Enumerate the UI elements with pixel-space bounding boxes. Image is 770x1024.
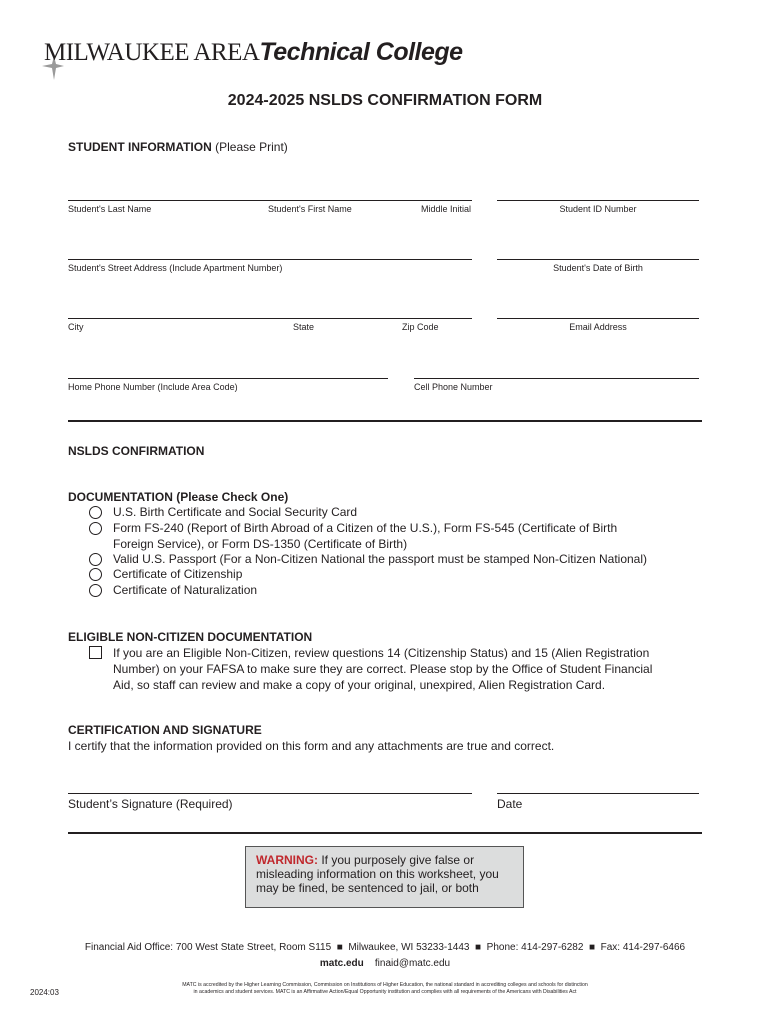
footer-bullet-3: ■ [586,942,598,953]
radio-naturalization[interactable] [89,584,102,597]
middle-initial-label: Middle Initial [421,204,472,214]
eligible-text [113,645,703,693]
option-citizenship: Certificate of Citizenship [113,567,243,581]
student-info-heading [68,140,288,154]
footer-bullet-1: ■ [333,942,346,953]
option-form-fs240: Form FS-240 (Report of Birth Abroad of a Citizen of the U.S.), Form FS-545 (Certificate of Birth [113,521,618,535]
eligible-line-3: Aid, so staff can review and make a copy of your original, unexpired, Alien Registration Card. [113,678,606,692]
college-logo [40,34,463,82]
eligible-heading: ELIGIBLE NON-CITIZEN DOCUMENTATION [68,630,313,644]
footer-fax: Fax: 414-297-6466 [600,942,686,953]
form-revision-code: 2024:03 [30,988,59,997]
footer-web [0,958,770,969]
email-label: Email Address [569,322,627,332]
student-id-field-line[interactable] [497,200,699,201]
accreditation-statement [160,982,610,996]
logo-wordmark [44,38,463,67]
accreditation-line-2: in academics and student services. MATC is an Affirmative Action/Equal Opportunity institution and complies with all requirements of the Americans with Disabilities Act [193,989,577,995]
warning-line-3: may be fined, be sentenced to jail, or both [256,881,479,895]
cell-phone-label: Cell Phone Number [414,382,493,392]
warning-line-2: misleading information on this worksheet, you [256,867,499,881]
footer-bullet-2: ■ [472,942,484,953]
radio-citizenship[interactable] [89,568,102,581]
date-of-birth-label: Student's Date of Birth [553,263,643,273]
street-address-field-line[interactable] [68,259,472,260]
warning-label: WARNING: [256,853,318,867]
name-field-line[interactable] [68,200,472,201]
signature-field-line[interactable] [68,793,472,794]
option-form-fs240-cont: Foreign Service), or Form DS-1350 (Certificate of Birth) [113,537,408,551]
footer-city: Milwaukee, WI 53233-1443 [348,942,470,953]
city-label: City [68,322,84,332]
accreditation-line-1: MATC is accredited by the Higher Learning Commission, Commission on Institutions of Higher Education, the national standard in accrediting colleges and schools for distinction [182,982,588,988]
email-field-line[interactable] [497,318,699,319]
warning-line-1: If you purposely give false or [321,853,475,867]
logo-part2: Technical College [259,38,463,66]
option-naturalization: Certificate of Naturalization [113,583,258,597]
footer-office: Financial Aid Office: 700 West State Street, Room S115 [84,942,332,953]
cell-phone-field-line[interactable] [414,378,699,379]
logo-part1: MILWAUKEE AREA [44,39,260,66]
eligible-checkbox[interactable] [89,646,102,659]
footer-contact [0,942,770,953]
eligible-line-2: Number) on your FAFSA to make sure they are correct. Please stop by the Office of Student Financial [113,662,653,676]
home-phone-label: Home Phone Number (Include Area Code) [68,382,238,392]
footer-divider [68,832,702,834]
first-name-label: Student's First Name [268,204,352,214]
nslds-heading: NSLDS CONFIRMATION [68,444,205,458]
radio-form-fs240[interactable] [89,522,102,535]
state-label: State [293,322,315,332]
warning-box [245,846,524,908]
footer-website-link[interactable]: matc.edu [319,958,364,969]
documentation-heading: DOCUMENTATION (Please Check One) [68,490,289,504]
option-birth-certificate: U.S. Birth Certificate and Social Security Card [113,505,358,519]
radio-birth-certificate[interactable] [89,506,102,519]
footer-email-link[interactable]: finaid@matc.edu [374,958,451,969]
date-field-line[interactable] [497,793,699,794]
student-info-heading-note: (Please Print) [215,140,288,154]
city-state-zip-field-line[interactable] [68,318,472,319]
section-divider [68,420,702,422]
option-passport: Valid U.S. Passport (For a Non-Citizen National the passport must be stamped Non-Citizen National) [113,552,648,566]
certification-text: I certify that the information provided on this form and any attachments are true and correct. [68,739,555,753]
student-info-heading-text: STUDENT INFORMATION [68,140,212,154]
certification-heading: CERTIFICATION AND SIGNATURE [68,723,262,737]
eligible-line-1: If you are an Eligible Non-Citizen, review questions 14 (Citizenship Status) and 15 (Alien Registration [113,646,650,660]
page-title: 2024-2025 NSLDS CONFIRMATION FORM [227,92,543,109]
last-name-label: Student's Last Name [68,204,152,214]
home-phone-field-line[interactable] [68,378,388,379]
signature-label: Student’s Signature (Required) [68,797,233,811]
student-id-label: Student ID Number [559,204,637,214]
street-address-label: Student's Street Address (Include Apartment Number) [68,263,283,273]
radio-passport[interactable] [89,553,102,566]
zip-label: Zip Code [402,322,439,332]
footer-phone: Phone: 414-297-6282 [486,942,584,953]
date-of-birth-field-line[interactable] [497,259,699,260]
date-label: Date [497,797,523,811]
